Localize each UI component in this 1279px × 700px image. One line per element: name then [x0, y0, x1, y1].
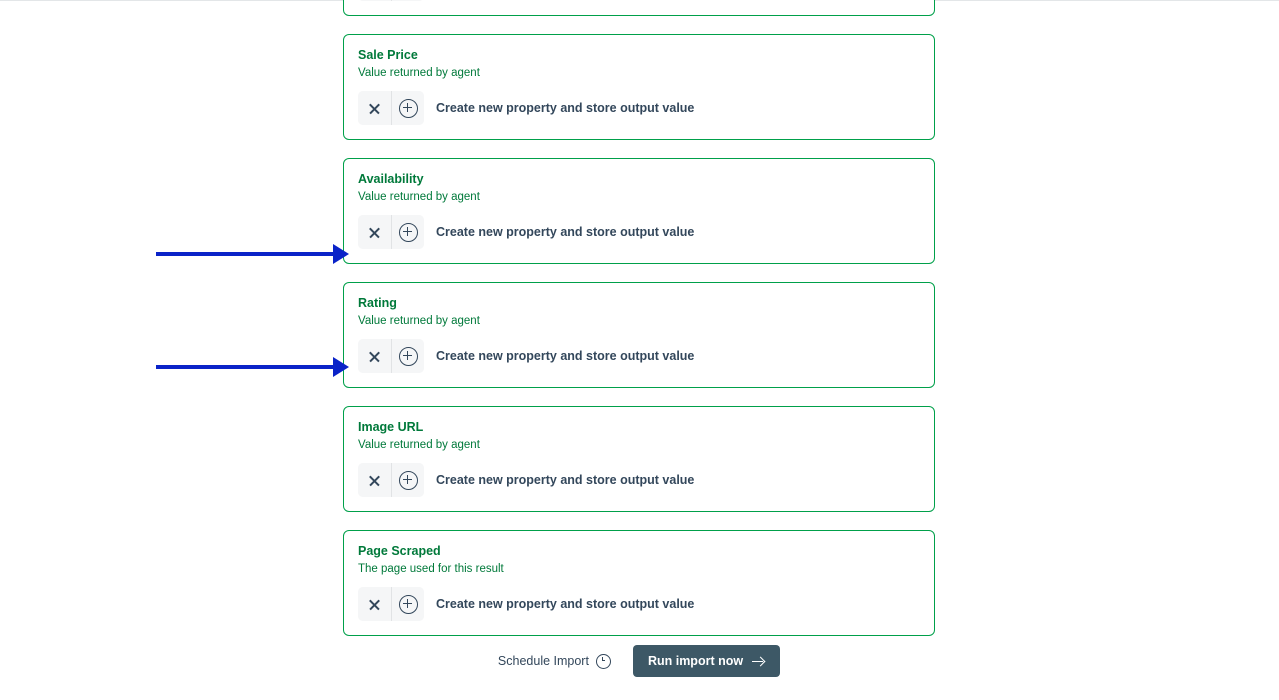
- card-subtitle: The page used for this result: [358, 563, 504, 575]
- add-property-button[interactable]: [391, 463, 424, 497]
- add-property-button[interactable]: [391, 587, 424, 621]
- card-subtitle: Value returned by agent: [358, 67, 480, 79]
- card-title: Rating: [358, 296, 397, 310]
- schedule-import-label: Schedule Import: [497, 654, 589, 668]
- run-import-now-button[interactable]: [633, 645, 780, 677]
- close-icon: [368, 474, 381, 487]
- plus-circle-icon: [399, 347, 418, 366]
- remove-property-button[interactable]: [358, 0, 391, 1]
- output-properties-list: [343, 0, 935, 654]
- card-title: Sale Price: [358, 48, 418, 62]
- card-action-buttons: [358, 463, 424, 497]
- output-property-card: [343, 282, 935, 388]
- remove-property-button[interactable]: [358, 91, 391, 125]
- card-action-row: [358, 339, 920, 373]
- card-action-row: [358, 587, 920, 621]
- card-subtitle: Value returned by agent: [358, 439, 480, 451]
- card-action-label: Create new property and store output value: [436, 349, 695, 363]
- plus-circle-icon: [399, 223, 418, 242]
- remove-property-button[interactable]: [358, 215, 391, 249]
- card-action-buttons: [358, 215, 424, 249]
- card-action-label: Create new property and store output value: [436, 473, 695, 487]
- close-icon: [368, 350, 381, 363]
- remove-property-button[interactable]: [358, 587, 391, 621]
- card-action-buttons: [358, 339, 424, 373]
- card-title: Availability: [358, 172, 424, 186]
- add-property-button[interactable]: [391, 339, 424, 373]
- plus-circle-icon: [399, 99, 418, 118]
- plus-circle-icon: [399, 471, 418, 490]
- annotation-arrow-rating-shaft: [156, 365, 336, 369]
- remove-property-button[interactable]: [358, 463, 391, 497]
- card-title: Image URL: [358, 420, 424, 434]
- card-action-row: [358, 215, 920, 249]
- card-action-row: [358, 91, 920, 125]
- run-import-now-label: Run import now: [647, 654, 744, 668]
- card-action-row: [358, 0, 920, 1]
- annotation-arrow-availability-head: [333, 244, 349, 264]
- card-action-buttons: [358, 0, 424, 1]
- card-action-buttons: [358, 91, 424, 125]
- add-property-button[interactable]: [391, 0, 424, 1]
- add-property-button[interactable]: [391, 91, 424, 125]
- card-action-buttons: [358, 587, 424, 621]
- card-subtitle: Value returned by agent: [358, 315, 480, 327]
- add-property-button[interactable]: [391, 215, 424, 249]
- card-action-label: Create new property and store output value: [436, 225, 695, 239]
- arrow-right-icon: [752, 657, 765, 666]
- output-property-card: [343, 0, 935, 16]
- clock-icon: [596, 654, 611, 669]
- plus-circle-icon: [399, 595, 418, 614]
- card-action-row: [358, 463, 920, 497]
- annotation-arrow-availability-shaft: [156, 252, 336, 256]
- card-title: Page Scraped: [358, 544, 441, 558]
- remove-property-button[interactable]: [358, 339, 391, 373]
- output-property-card: [343, 530, 935, 636]
- footer-actions: [343, 645, 935, 677]
- card-subtitle: Value returned by agent: [358, 191, 480, 203]
- close-icon: [368, 102, 381, 115]
- schedule-import-button[interactable]: [498, 654, 611, 669]
- output-property-card: [343, 158, 935, 264]
- output-property-card: [343, 34, 935, 140]
- card-action-label: Create new property and store output value: [436, 597, 695, 611]
- close-icon: [368, 598, 381, 611]
- annotation-arrow-rating-head: [333, 357, 349, 377]
- close-icon: [368, 226, 381, 239]
- card-action-label: Create new property and store output value: [436, 101, 695, 115]
- output-property-card: [343, 406, 935, 512]
